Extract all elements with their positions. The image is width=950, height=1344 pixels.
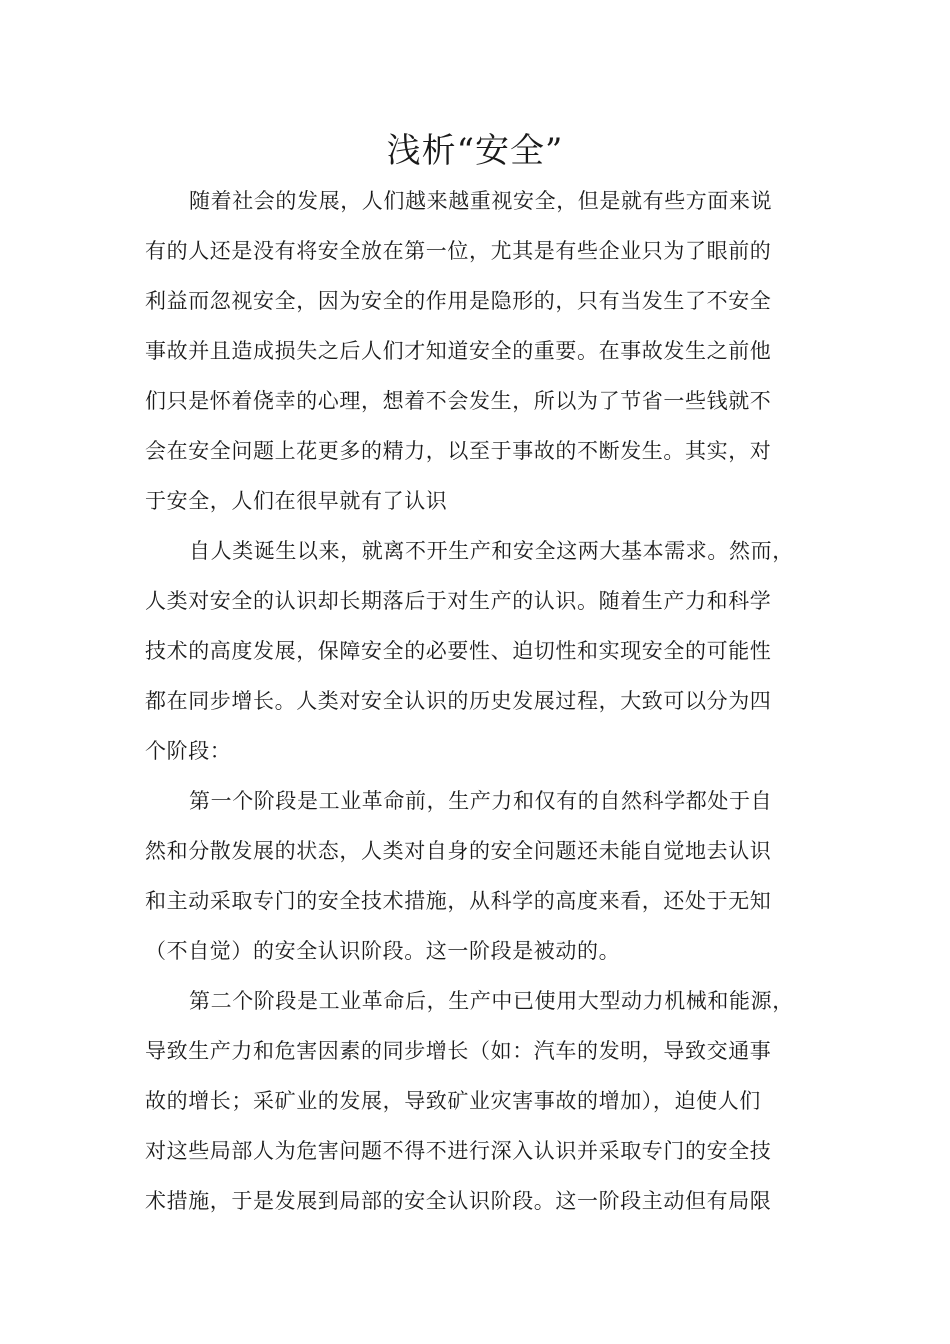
text-line: 有的人还是没有将安全放在第一位，尤其是有些企业只为了眼前的 — [145, 239, 772, 263]
paragraph-4 — [145, 976, 810, 1226]
text-line: 术措施，于是发展到局部的安全认识阶段。这一阶段主动但有局限 — [145, 1189, 772, 1213]
text-line: 都在同步增长。人类对安全认识的历史发展过程，大致可以分为四 — [145, 689, 772, 713]
text-line: 于安全，人们在很早就有了认识 — [145, 489, 448, 513]
text-line: 对这些局部人为危害问题不得不进行深入认识并采取专门的安全技 — [145, 1139, 772, 1163]
text-line: 个阶段： — [145, 739, 232, 763]
paragraph-2 — [145, 526, 810, 776]
text-line: 利益而忽视安全，因为安全的作用是隐形的，只有当发生了不安全 — [145, 289, 772, 313]
text-line: 随着社会的发展，人们越来越重视安全，但是就有些方面来说 — [189, 189, 773, 213]
text-line: 们只是怀着侥幸的心理，想着不会发生，所以为了节省一些钱就不 — [145, 389, 772, 413]
text-line: 技术的高度发展，保障安全的必要性、迫切性和实现安全的可能性 — [145, 639, 772, 663]
text-line: 故的增长；采矿业的发展，导致矿业灾害事故的增加），迫使人们 — [145, 1089, 761, 1113]
text-line: 会在安全问题上花更多的精力，以至于事故的不断发生。其实，对 — [145, 439, 772, 463]
paragraph-1 — [145, 176, 810, 526]
text-line: 第二个阶段是工业革命后，生产中已使用大型动力机械和能源， — [189, 989, 794, 1013]
document-body — [145, 176, 810, 1226]
text-line: 然和分散发展的状态，人类对自身的安全问题还未能自觉地去认识 — [145, 839, 772, 863]
text-line: 导致生产力和危害因素的同步增长（如：汽车的发明，导致交通事 — [145, 1039, 772, 1063]
document-title: 浅析“安全” — [386, 131, 564, 171]
text-line: 人类对安全的认识却长期落后于对生产的认识。随着生产力和科学 — [145, 589, 772, 613]
text-line: 和主动采取专门的安全技术措施，从科学的高度来看，还处于无知 — [145, 889, 772, 913]
text-line: （不自觉）的安全认识阶段。这一阶段是被动的。 — [145, 939, 621, 963]
paragraph-3 — [145, 776, 810, 976]
text-line: 第一个阶段是工业革命前，生产力和仅有的自然科学都处于自 — [189, 789, 773, 813]
text-line: 自人类诞生以来，就离不开生产和安全这两大基本需求。然而， — [189, 539, 794, 563]
text-line: 事故并且造成损失之后人们才知道安全的重要。在事故发生之前他 — [145, 339, 772, 363]
